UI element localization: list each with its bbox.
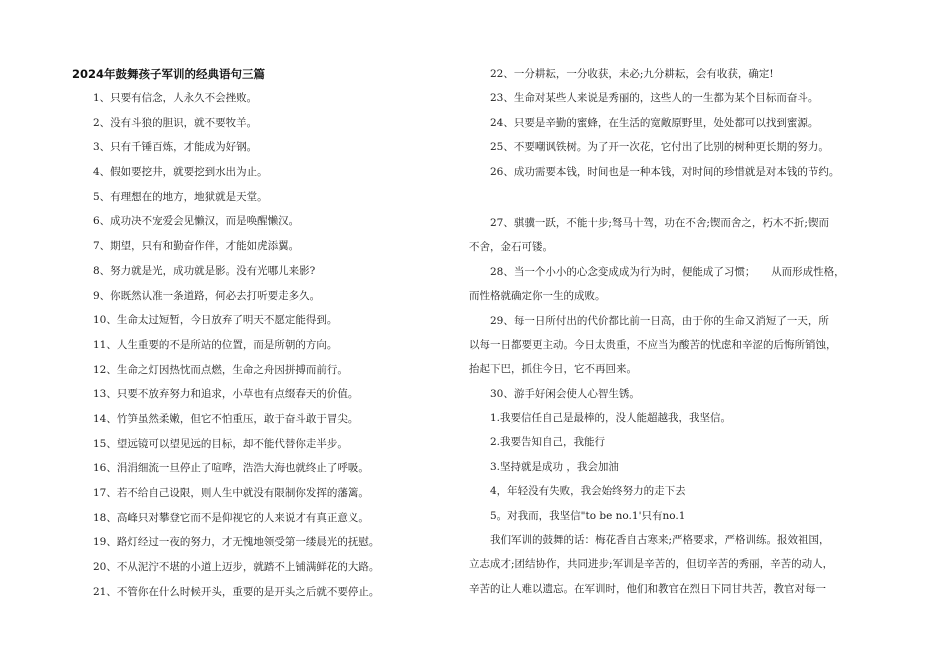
final-paragraph	[469, 528, 882, 601]
quote-line: 3、只有千锤百炼，才能成为好钢。	[93, 141, 258, 154]
paragraph-line: 辛苦的让人难以遗忘。在军训时，他们和教官在烈日下同甘共苦，教官对每一	[469, 582, 826, 595]
list-item: 1.我要信任自己是最棒的，没人能超越我，我坚信。	[490, 412, 732, 425]
quote-line: 24、只要是辛勤的蜜蜂，在生活的宽敞原野里，处处都可以找到蜜源。	[490, 116, 819, 129]
quote-line: 18、高峰只对攀登它而不是仰视它的人来说才有真正意义。	[93, 511, 369, 524]
list-item: 3.坚持就是成功 ，我会加油	[490, 460, 619, 473]
quote-line: 10、生命太过短暂，今日放弃了明天不愿定能得到。	[93, 314, 338, 327]
quote-line: 6、成功决不宠爱会见懒汉，而是唤醒懒汉。	[93, 215, 300, 228]
quote-line: 9、你既然认准一条道路，何必去打听要走多久。	[93, 289, 321, 302]
paragraph-line: 而性格就确定你一生的成败。	[469, 290, 606, 303]
quote-line: 17、若不给自己设限，则人生中就没有限制你发挥的藩篱。	[93, 487, 369, 499]
quote-line: 13、只要不放弃努力和追求，小草也有点缀春天的价值。	[93, 388, 359, 401]
list-item: 2.我要告知自己，我能行	[490, 436, 606, 449]
quote-line: 14、竹笋虽然柔嫩，但它不怕重压，敢于奋斗敢于冒尖。	[93, 412, 359, 425]
quote-line: 1、只要有信念，人永久不会挫败。	[93, 92, 258, 104]
quote-line: 8、努力就是光，成功就是影。没有光哪儿来影?	[93, 264, 316, 277]
quote-line: 2、没有斗狼的胆识，就不要牧羊。	[93, 116, 258, 129]
quote-line: 4、假如要挖井，就要挖到水出为止。	[93, 166, 268, 179]
quote-line: 19、路灯经过一夜的努力，才无愧地领受第一缕晨光的抚慰。	[93, 536, 380, 549]
paragraph-line: 29、每一日所付出的代价都比前一日高，由于你的生命又消短了一天，所	[490, 314, 829, 327]
quote-line: 11、人生重要的不是所站的位置，而是所朝的方向。	[93, 338, 338, 351]
quote-line: 15、望远镜可以望见远的目标，却不能代替你走半步。	[93, 437, 348, 450]
quote-line: 5、有理想在的地方，地狱就是天堂。	[93, 190, 268, 203]
paragraph-line: 28、当一个小小的心念变成成为行为时，便能成了习惯； 从而形成性格，	[490, 265, 845, 278]
list-item: 4，年轻没有失败，我会始终努力的走下去	[490, 485, 686, 498]
quote-line: 12、生命之灯因热忱而点燃，生命之舟因拼搏而前行。	[93, 363, 348, 376]
paragraph-line: 抬起下巴，抓住今日，它不再回来。	[469, 363, 637, 376]
paragraph-28	[469, 260, 882, 309]
paragraph-line: 我们军训的鼓舞的话：梅花香自古寒来;严格要求，严格训练。报效祖国，	[490, 534, 830, 547]
quote-line: 21、不管你在什么时候开头，重要的是开头之后就不要停止。	[93, 585, 380, 598]
right-column	[469, 62, 882, 601]
quote-line: 30、游手好闲会使人心智生锈。	[490, 387, 640, 400]
document-title: 2024年鼓舞孩子军训的经典语句三篇	[72, 67, 266, 81]
quote-line: 20、不从泥泞不堪的小道上迈步，就踏不上铺满鲜花的大路。	[93, 561, 380, 574]
quote-line: 23、生命对某些人来说是秀丽的，这些人的一生都为某个目标而奋斗。	[490, 92, 819, 105]
paragraph-line: 不舍，金石可镂。	[469, 241, 553, 254]
quote-line: 25、不要嘲讽铁树。为了开一次花，它付出了比别的树种更长期的努力。	[490, 141, 829, 154]
paragraph-line: 27、骐骥一跃，不能十步;驽马十驾，功在不舍;锲而舍之，朽木不折;锲而	[490, 216, 829, 229]
quote-line: 7、期望，只有和勤奋作伴，才能如虎添翼。	[93, 240, 300, 253]
left-column	[72, 62, 412, 604]
paragraph-29	[469, 309, 882, 382]
paragraph-27	[469, 211, 882, 260]
paragraph-line: 立志成才;团结协作，共同进步;军训是辛苦的，但切辛苦的秀丽，辛苦的动人，	[469, 558, 834, 571]
quote-line: 16、涓涓细流一旦停止了喧哗，浩浩大海也就终止了呼吸。	[93, 462, 369, 475]
quote-line: 22、一分耕耘，一分收获，未必;九分耕耘，会有收获，确定!	[490, 68, 774, 80]
list-item: 5。对我而，我坚信"to be no.1'只有no.1	[490, 509, 686, 522]
quote-line: 26、成功需要本钱，时间也是一种本钱，对时间的珍惜就是对本钱的节约。	[490, 165, 840, 178]
paragraph-gap	[490, 184, 882, 211]
paragraph-line: 以每一日都要更主动。今日太贵重，不应当为酸苦的忧虑和辛涩的后悔所销蚀，	[469, 338, 837, 351]
